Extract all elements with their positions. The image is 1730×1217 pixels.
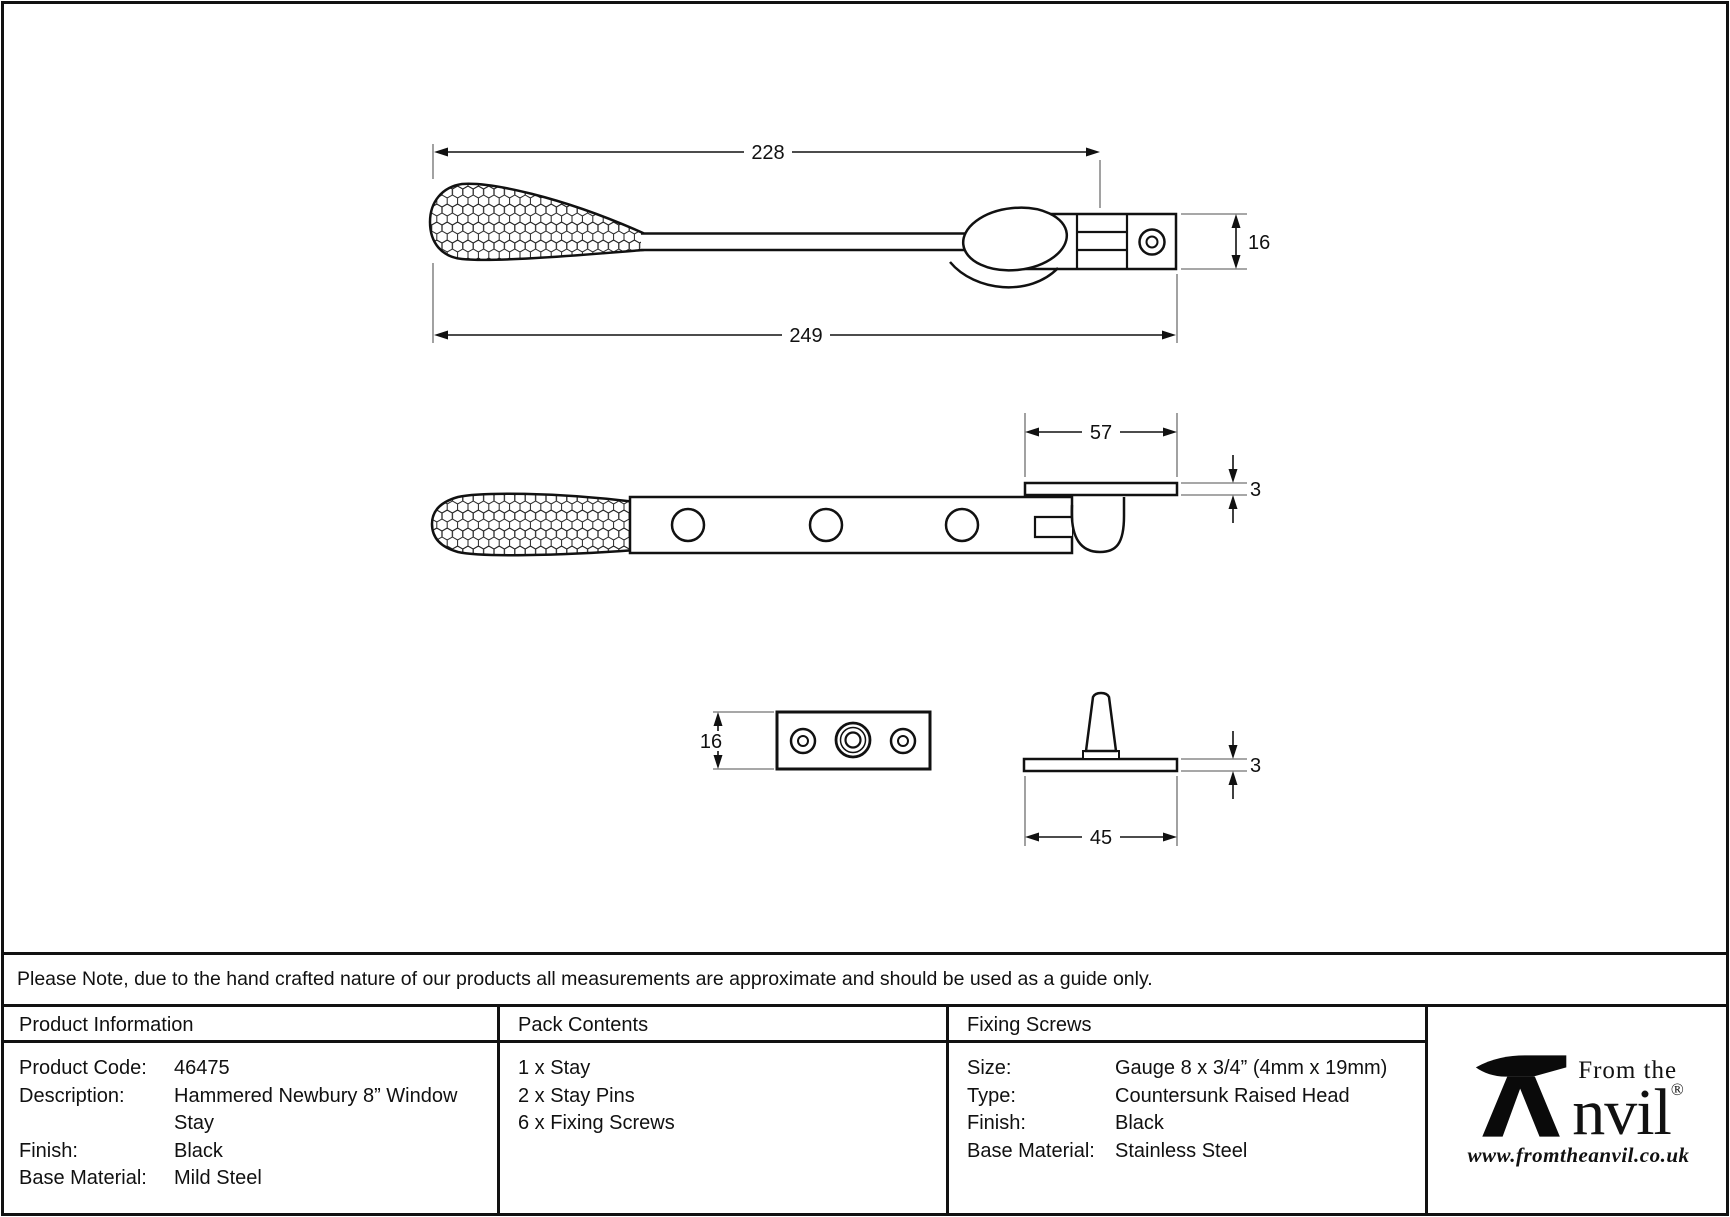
dimension-57	[1025, 413, 1177, 477]
logo-website: www.fromtheanvil.co.uk	[1467, 1142, 1690, 1167]
stay-screw-hole	[672, 509, 704, 541]
product-information-column	[1, 1007, 497, 1213]
table-row	[967, 1110, 1425, 1138]
note-text: Please Note, due to the hand crafted nature of our products all measurements are approximate and should be used as a guide only.	[17, 968, 1153, 990]
table-row	[967, 1138, 1425, 1166]
stay-handle-plan	[432, 494, 636, 555]
row-label: Base Material:	[19, 1167, 147, 1189]
row-value: Countersunk Raised Head	[1115, 1084, 1350, 1107]
row-label: Product Code:	[19, 1057, 147, 1079]
dim-label-3-pin: 3	[1250, 755, 1262, 777]
table-row	[967, 1083, 1425, 1111]
row-label: Type:	[967, 1084, 1016, 1107]
stay-arm	[641, 234, 975, 250]
row-value: Gauge 8 x 3/4” (4mm x 19mm)	[1115, 1057, 1388, 1079]
from-the-anvil-logo	[1468, 1053, 1690, 1168]
dim-label-45: 45	[1089, 827, 1113, 849]
pin-base-plate	[1024, 759, 1177, 771]
pack-contents-column	[497, 1007, 946, 1213]
dim-label-57: 57	[1089, 422, 1113, 444]
fixing-screws-header: Fixing Screws	[949, 1007, 1425, 1043]
row-value: Black	[174, 1139, 223, 1162]
anvil-icon	[1474, 1053, 1570, 1139]
stay-pin-view	[1024, 693, 1177, 771]
rest-plate	[1025, 483, 1177, 495]
dimension-3-plate	[1181, 455, 1261, 523]
table-row	[19, 1165, 497, 1193]
fixing-screws-column	[946, 1007, 1425, 1213]
stay-screw-hole	[810, 509, 842, 541]
pack-item: 6 x Fixing Screws	[518, 1112, 675, 1134]
brand-logo-cell	[1425, 1007, 1729, 1213]
stay-screw-hole	[946, 509, 978, 541]
row-value: Stainless Steel	[1115, 1139, 1248, 1162]
dim-label-3-plate: 3	[1250, 479, 1262, 501]
dim-label-228: 228	[751, 142, 785, 164]
product-information-header: Product Information	[1, 1007, 497, 1043]
stay-plan-view	[432, 483, 1177, 555]
dimension-45	[1025, 776, 1177, 849]
row-value: Hammered Newbury 8” Window Stay	[174, 1084, 458, 1134]
row-label: Description:	[19, 1084, 125, 1107]
product-info-table	[1, 1007, 1729, 1213]
dimension-16-keeper	[700, 712, 774, 769]
row-label: Base Material:	[967, 1139, 1095, 1162]
keeper-plate-view	[777, 712, 930, 769]
measurement-note	[1, 952, 1729, 1007]
dimension-3-pin	[1181, 731, 1261, 799]
logo-wordmark: nvil	[1572, 1076, 1671, 1150]
pack-item: 2 x Stay Pins	[518, 1084, 635, 1107]
row-label: Size:	[967, 1057, 1012, 1079]
table-row	[19, 1138, 497, 1166]
pack-item: 1 x Stay	[518, 1057, 591, 1079]
row-value: Black	[1115, 1112, 1164, 1134]
row-value: 46475	[174, 1057, 230, 1079]
dim-label-16-keeper: 16	[699, 731, 723, 753]
row-label: Finish:	[19, 1139, 78, 1162]
stay-handle	[430, 184, 643, 260]
stay-bar-notch	[1035, 517, 1072, 537]
spoon-hook	[1072, 497, 1124, 552]
row-value: Mild Steel	[174, 1167, 262, 1189]
logo-tagline: From the	[1578, 1057, 1678, 1085]
table-row	[967, 1055, 1425, 1083]
table-row	[19, 1083, 497, 1138]
row-label: Finish:	[967, 1112, 1026, 1134]
stay-side-view	[430, 184, 1176, 288]
dimension-16-bracket	[1181, 214, 1270, 269]
table-row	[19, 1055, 497, 1083]
pack-contents-header: Pack Contents	[500, 1007, 946, 1043]
dim-label-249: 249	[789, 325, 823, 347]
registered-trademark: ®	[1670, 1080, 1683, 1100]
dim-label-16-bracket: 16	[1248, 232, 1271, 254]
dimension-249	[434, 274, 1177, 347]
pin-cone	[1086, 693, 1116, 751]
